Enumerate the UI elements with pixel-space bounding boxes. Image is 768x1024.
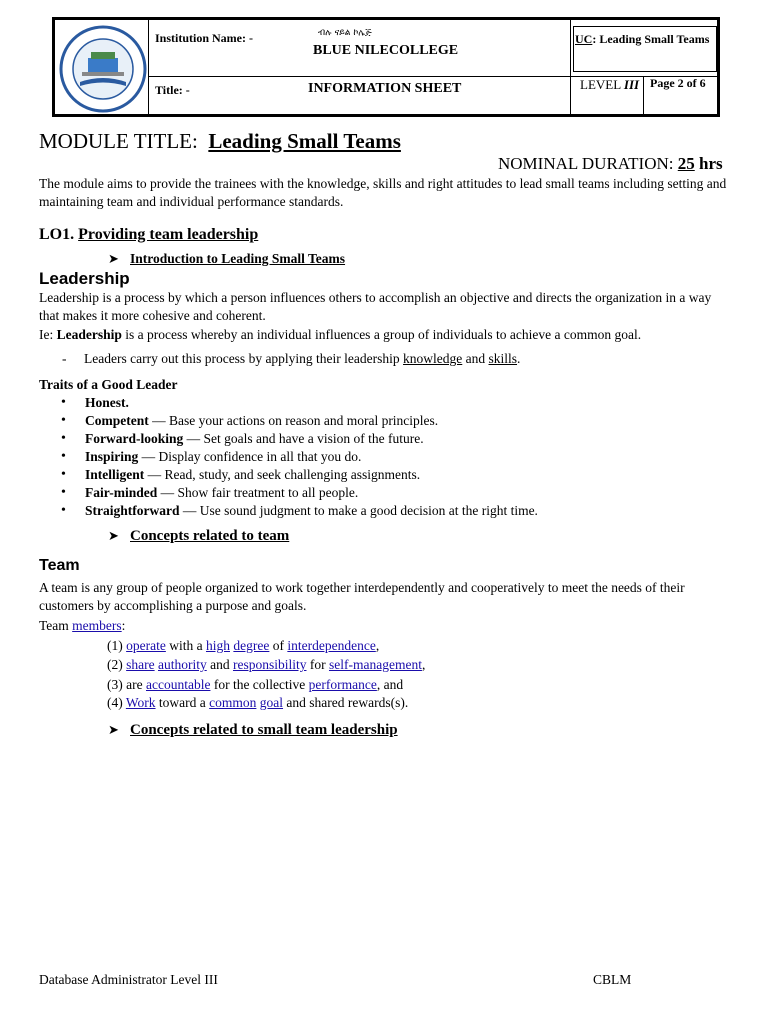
trait-item: • Forward-looking — Set goals and have a vision of the future.: [40, 430, 740, 448]
trait-item: • Intelligent — Read, study, and seek challenging assignments.: [40, 466, 740, 484]
intro-heading: ➤ Introduction to Leading Small Teams: [108, 251, 346, 267]
sheet-title: INFORMATION SHEET: [308, 81, 462, 96]
degree-link[interactable]: degree: [233, 638, 270, 653]
arrow-bullet-icon: ➤: [108, 252, 119, 267]
level-label: LEVEL III: [580, 77, 640, 92]
trait-item: • Straightforward — Use sound judgment to make a good decision at the right time.: [40, 502, 740, 520]
leadership-ie: Ie: Leadership is a process whereby an individual influences a group of individuals to achieve a common goal.: [39, 327, 642, 342]
lo1-heading: LO1. Providing team leadership: [39, 226, 259, 243]
arrow-bullet-icon: ➤: [108, 529, 119, 544]
authority-link[interactable]: authority: [157, 657, 207, 672]
arrow-bullet-icon: ➤: [108, 723, 119, 738]
accountable-link[interactable]: accountable: [145, 677, 211, 692]
members-link[interactable]: members: [72, 618, 122, 633]
module-title: MODULE TITLE: Leading Small Teams: [39, 129, 401, 153]
leadership-definition: Leadership is a process by which a person influences others to accomplish an objective and directs the organization in a way that makes it more cohesive and coherent.: [39, 290, 712, 323]
operate-link[interactable]: operate: [126, 638, 166, 653]
goal-link[interactable]: goal: [259, 695, 284, 710]
page-indicator: Page 2 of 6: [650, 76, 706, 90]
interdependence-link[interactable]: interdependence: [287, 638, 376, 653]
common-link[interactable]: common: [209, 695, 257, 710]
trait-item: • Competent — Base your actions on reason and moral principles.: [40, 412, 740, 430]
self-management-link[interactable]: self-management: [328, 657, 422, 672]
trait-item: • Inspiring — Display confidence in all that you do.: [40, 448, 740, 466]
high-link[interactable]: high: [205, 638, 230, 653]
team-member-item-1: (1) operate with a high degree of interdependence,: [107, 638, 380, 653]
team-member-item-4: (4) Work toward a common goal and shared rewards(s).: [107, 695, 409, 710]
performance-link[interactable]: performance: [308, 677, 377, 692]
trait-item: • Honest.: [40, 394, 740, 412]
share-link[interactable]: share: [126, 657, 155, 672]
footer-left: Database Administrator Level III: [39, 972, 218, 987]
module-description: The module aims to provide the trainees with the knowledge, skills and right attitudes to lead small teams including setting and maintaining team and individual performance standards.: [39, 176, 727, 209]
team-members-label: Team members:: [39, 618, 126, 633]
leadership-heading: Leadership: [39, 269, 130, 288]
college-script-name: ብሉ ናይል ኮሌጅ: [318, 28, 372, 38]
concepts-team-heading: ➤ Concepts related to team: [108, 528, 290, 544]
traits-list: [40, 394, 740, 520]
college-name: BLUE NILECOLLEGE: [313, 43, 459, 58]
team-heading: Team: [39, 557, 80, 574]
traits-heading: Traits of a Good Leader: [39, 377, 178, 392]
team-definition: A team is any group of people organized to work together interdependently and cooperatively to meet the needs of their customers by accomplishing a purpose and goals.: [39, 580, 685, 613]
college-logo-icon: [58, 24, 148, 114]
title-label: Title: -: [155, 83, 190, 97]
trait-item: • Fair-minded — Show fair treatment to all people.: [40, 484, 740, 502]
institution-label: Institution Name: -: [155, 31, 253, 45]
team-member-item-2: (2) share authority and responsibility for self-management,: [107, 657, 426, 672]
responsibility-link[interactable]: responsibility: [232, 657, 307, 672]
footer-right: CBLM: [593, 972, 632, 987]
leadership-dash-item: - Leaders carry out this process by applying their leadership knowledge and skills.: [62, 351, 521, 366]
nominal-duration: NOMINAL DURATION: 25 hrs: [498, 154, 723, 173]
work-link[interactable]: Work: [125, 695, 156, 710]
concepts-small-team-heading: ➤ Concepts related to small team leadership: [108, 722, 398, 738]
uc-text: UC: Leading Small Teams: [575, 32, 710, 46]
team-member-item-3: (3) are accountable for the collective performance, and: [107, 677, 404, 692]
